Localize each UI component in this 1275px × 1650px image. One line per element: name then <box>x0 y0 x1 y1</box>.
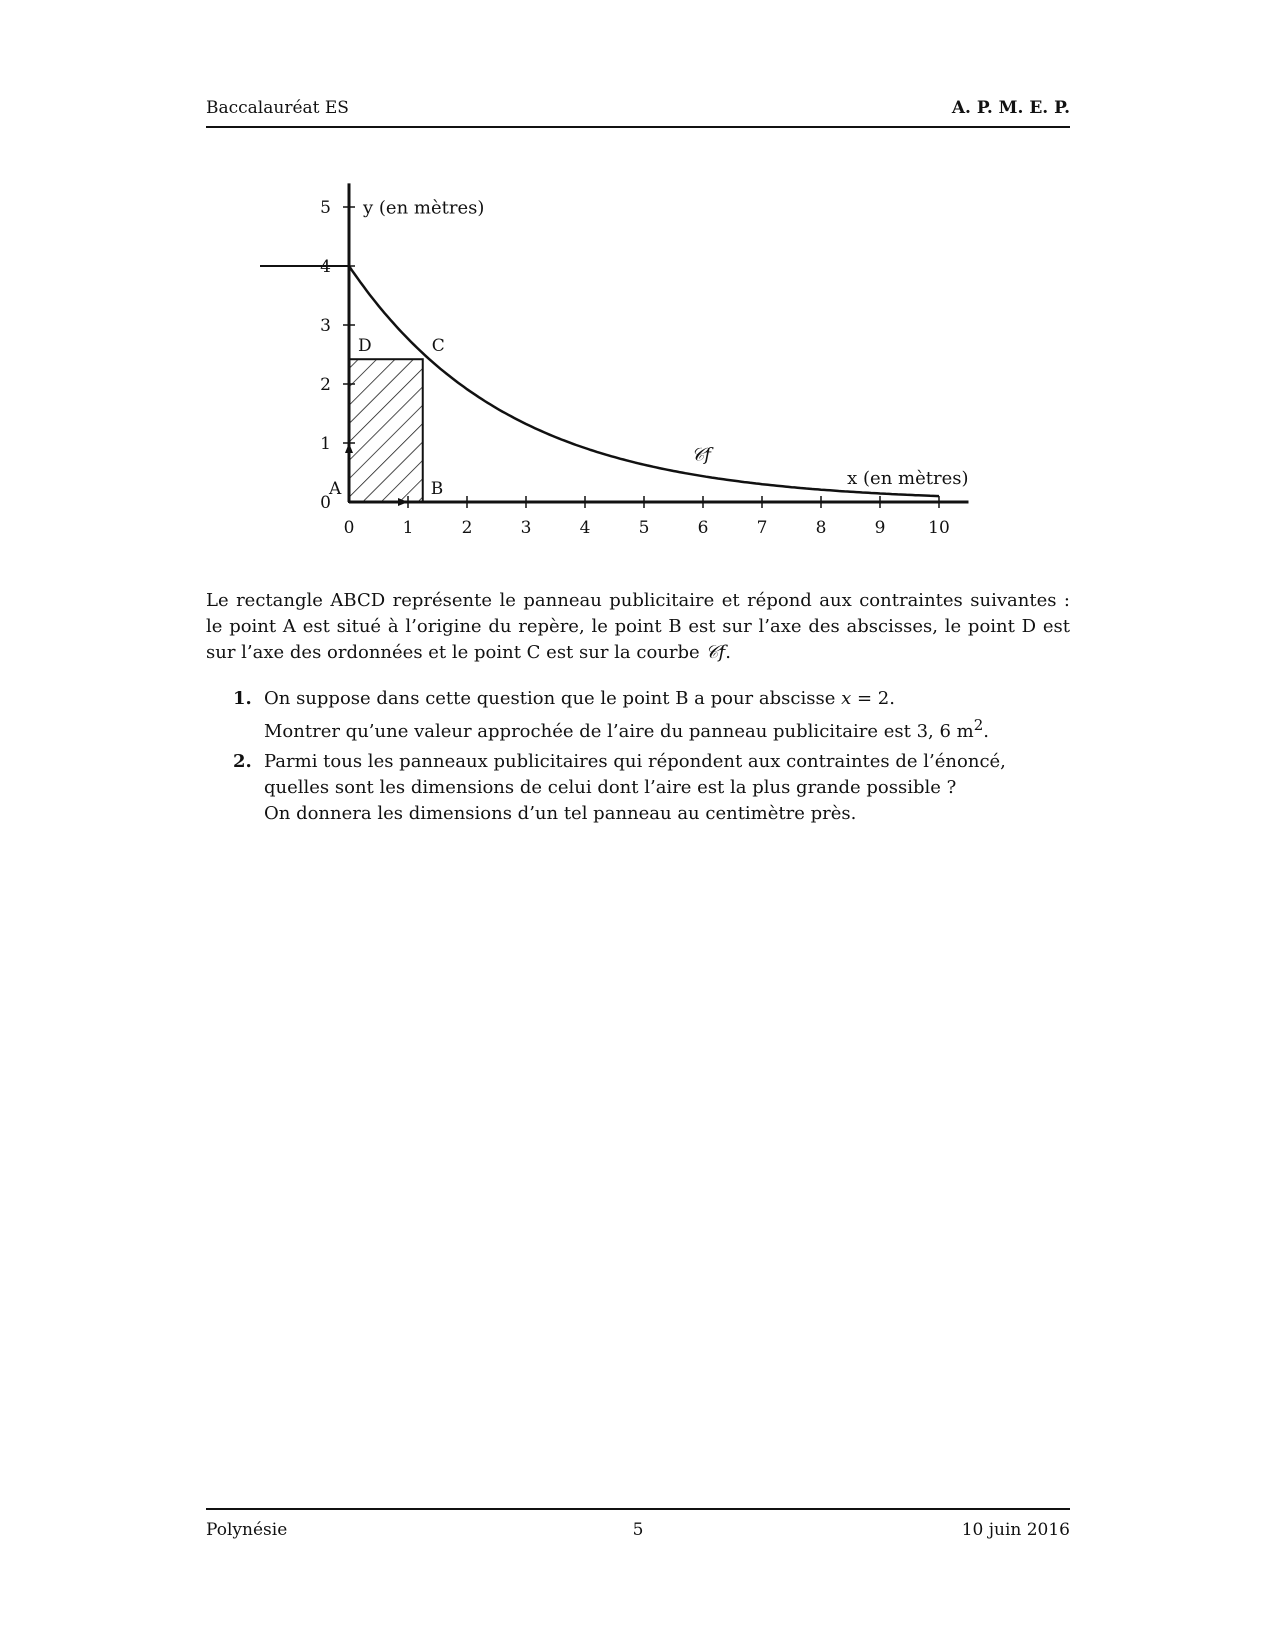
curve-label: 𝒞f <box>691 444 711 466</box>
header-left: Baccalauréat ES <box>206 98 349 118</box>
intro-text: Le rectangle ABCD représente le panneau publicitaire et répond aux contraintes suivantes : le point A est situé à l’origine du repère, le point B est sur l’axe des abscisses, le point D est sur l’axe des ordonnées et le point C est sur la courbe <box>206 590 1070 663</box>
point-label-d: D <box>358 336 372 357</box>
y-tick-label: 1 <box>320 434 331 454</box>
q1-variable: x <box>841 688 852 709</box>
y-tick-label: 3 <box>320 316 331 336</box>
point-label-a: A <box>329 479 342 499</box>
q1-text-b: = 2. <box>851 688 895 709</box>
footer-left: Polynésie <box>206 1520 288 1540</box>
x-tick-label: 3 <box>520 518 532 538</box>
hatched-rectangle-abcd <box>349 359 423 502</box>
page-number: 5 <box>632 1520 644 1540</box>
question-2 <box>206 749 1070 827</box>
question-number: 2. <box>233 751 252 772</box>
q1-exponent: 2 <box>973 716 984 734</box>
y-tick-label: 2 <box>320 375 331 395</box>
y-tick-label: 0 <box>320 493 331 513</box>
q1-line2-end: . <box>983 721 989 742</box>
y-tick-label: 4 <box>320 257 331 277</box>
question-1-line-2 <box>264 712 1070 745</box>
x-tick-label: 9 <box>874 518 886 538</box>
curve-layer <box>349 266 939 496</box>
q1-line2-text: Montrer qu’une valeur approchée de l’aire du panneau publicitaire est 3, 6 m <box>264 721 974 742</box>
intro-end: . <box>725 642 731 663</box>
y-axis-label: y (en mètres) <box>363 197 485 219</box>
question-1-line-1 <box>264 686 1070 712</box>
x-tick-label: 1 <box>402 518 414 538</box>
x-tick-label: 7 <box>756 518 768 538</box>
point-labels <box>328 197 969 499</box>
x-tick-label: 5 <box>638 518 650 538</box>
question-number: 1. <box>233 688 252 709</box>
header-right: A. P. M. E. P. <box>951 98 1070 118</box>
y-tick-label: 5 <box>320 198 331 218</box>
footer-date: 10 juin 2016 <box>961 1520 1070 1540</box>
x-tick-label: 0 <box>343 518 355 538</box>
intro-curve-name: 𝒞f <box>705 642 726 663</box>
point-label-b: B <box>430 479 444 499</box>
x-tick-label: 4 <box>579 518 591 538</box>
x-tick-label: 8 <box>815 518 827 538</box>
x-axis-label: x (en mètres) <box>847 468 969 489</box>
question-2-line-1: Parmi tous les panneaux publicitaires qui répondent aux contraintes de l’énoncé, quelles sont les dimensions de celui dont l’aire est la plus grande possible ? <box>264 751 1006 798</box>
x-tick-label: 10 <box>928 518 950 538</box>
x-tick-label: 6 <box>697 518 709 538</box>
rectangle-abcd <box>349 359 423 502</box>
page-footer <box>206 1508 1070 1540</box>
curve-cf <box>349 266 939 496</box>
question-2-line-2: On donnera les dimensions d’un tel panneau au centimètre près. <box>264 803 857 824</box>
x-tick-label: 2 <box>461 518 473 538</box>
problem-statement <box>206 588 1070 666</box>
question-list <box>206 686 1070 831</box>
question-1 <box>206 686 1070 745</box>
point-label-c: C <box>431 336 445 357</box>
q1-text-a: On suppose dans cette question que le point B a pour abscisse <box>264 688 842 709</box>
function-graph <box>0 0 1275 560</box>
